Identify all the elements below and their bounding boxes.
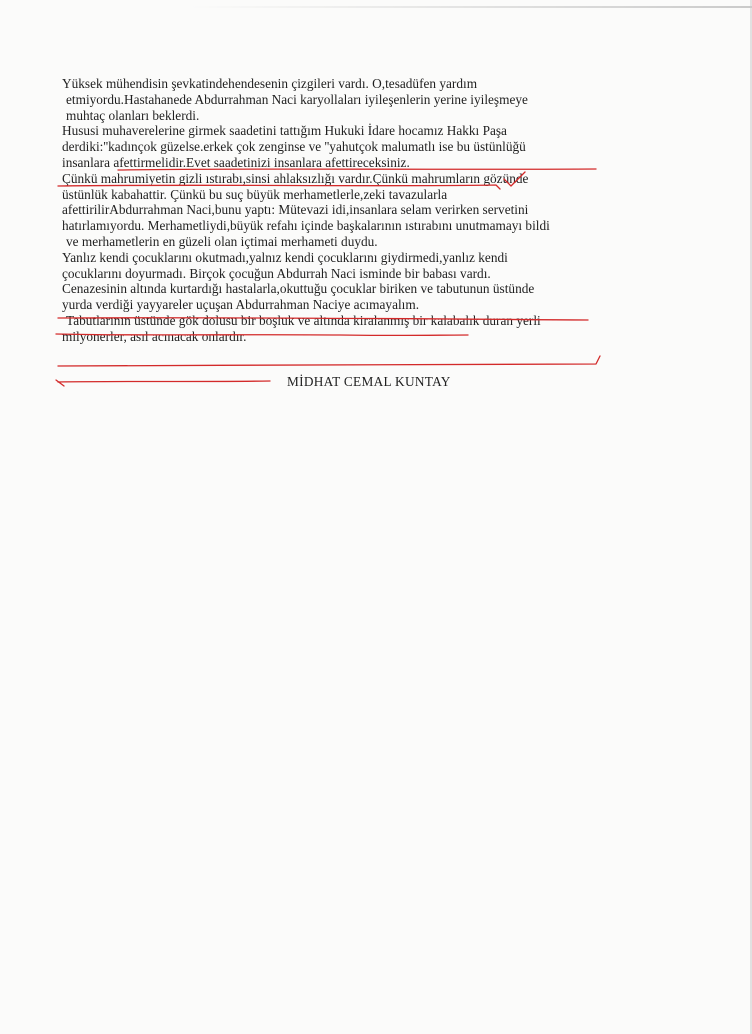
text-line: Tabutlarının üstünde gök dolusu bir boşluk ve altında kiralanmış bir kalabalık duran yerli (66, 312, 541, 328)
text-line: muhtaç olanları beklerdi. (66, 107, 200, 123)
text-line: Çünkü mahrumiyetin gizli ıstırabı,sinsi ahlaksızlığı vardır.Çünkü mahrumların gözünde (62, 170, 529, 186)
text-line: ve merhametlerin en güzeli olan içtimai merhameti duydu. (66, 233, 378, 249)
text-line: etmiyordu.Hastahanede Abdurrahman Naci karyollaları iyileşenlerin yerine iyileşmeye (66, 91, 528, 107)
red-underline (56, 380, 64, 386)
text-line: üstünlük kabahattir. Çünkü bu suç büyük merhametlerle,zeki tavazularla (62, 186, 448, 202)
scan-edge (190, 6, 752, 8)
text-line: Yanlız kendi çocuklarını okutmadı,yalnız kendi çocuklarını giydirmedi,yanlız kendi (62, 249, 508, 265)
text-line: afettirilirAbdurrahman Naci,bunu yaptı: Mütevazi idi,insanlara selam verirken servetini (62, 202, 529, 218)
red-underline (58, 356, 600, 366)
red-underline (58, 381, 270, 382)
text-line: Hususi muhaverelerine girmek saadetini tattığım Hukuki İdare hocamız Hakkı Paşa (62, 123, 507, 139)
text-line: derdiki:''kadınçok güzelse.erkek çok zenginse ve ''yahutçok malumatlı ise bu üstünlüğü (62, 139, 526, 155)
body-text (62, 76, 702, 345)
text-line: Cenazesinin altında kurtardığı hastalarla,okuttuğu çocuklar biriken ve tabutunun üstünde (62, 281, 535, 297)
author-signature: MİDHAT CEMAL KUNTAY (287, 374, 451, 389)
text-line: yurda verdiği yayyareler uçuşan Abdurrahman Naciye acımayalım. (62, 297, 420, 313)
text-line: çocuklarını doyurmadı. Birçok çocuğun Abdurrah Naci isminde bir babası vardı. (62, 265, 491, 281)
text-line: hatırlamıyordu. Merhametliydi,büyük refahı içinde başkalarının ıstırabını unutmamayı bildi (62, 218, 550, 234)
text-line: milyonerler, asıl acınacak onlardır. (62, 328, 247, 344)
text-line: insanlara afettirmelidir.Evet saadetinizi insanlara afettireceksiniz. (62, 154, 410, 170)
text-line: Yüksek mühendisin şevkatindehendesenin çizgileri vardı. O,tesadüfen yardım (62, 76, 478, 91)
